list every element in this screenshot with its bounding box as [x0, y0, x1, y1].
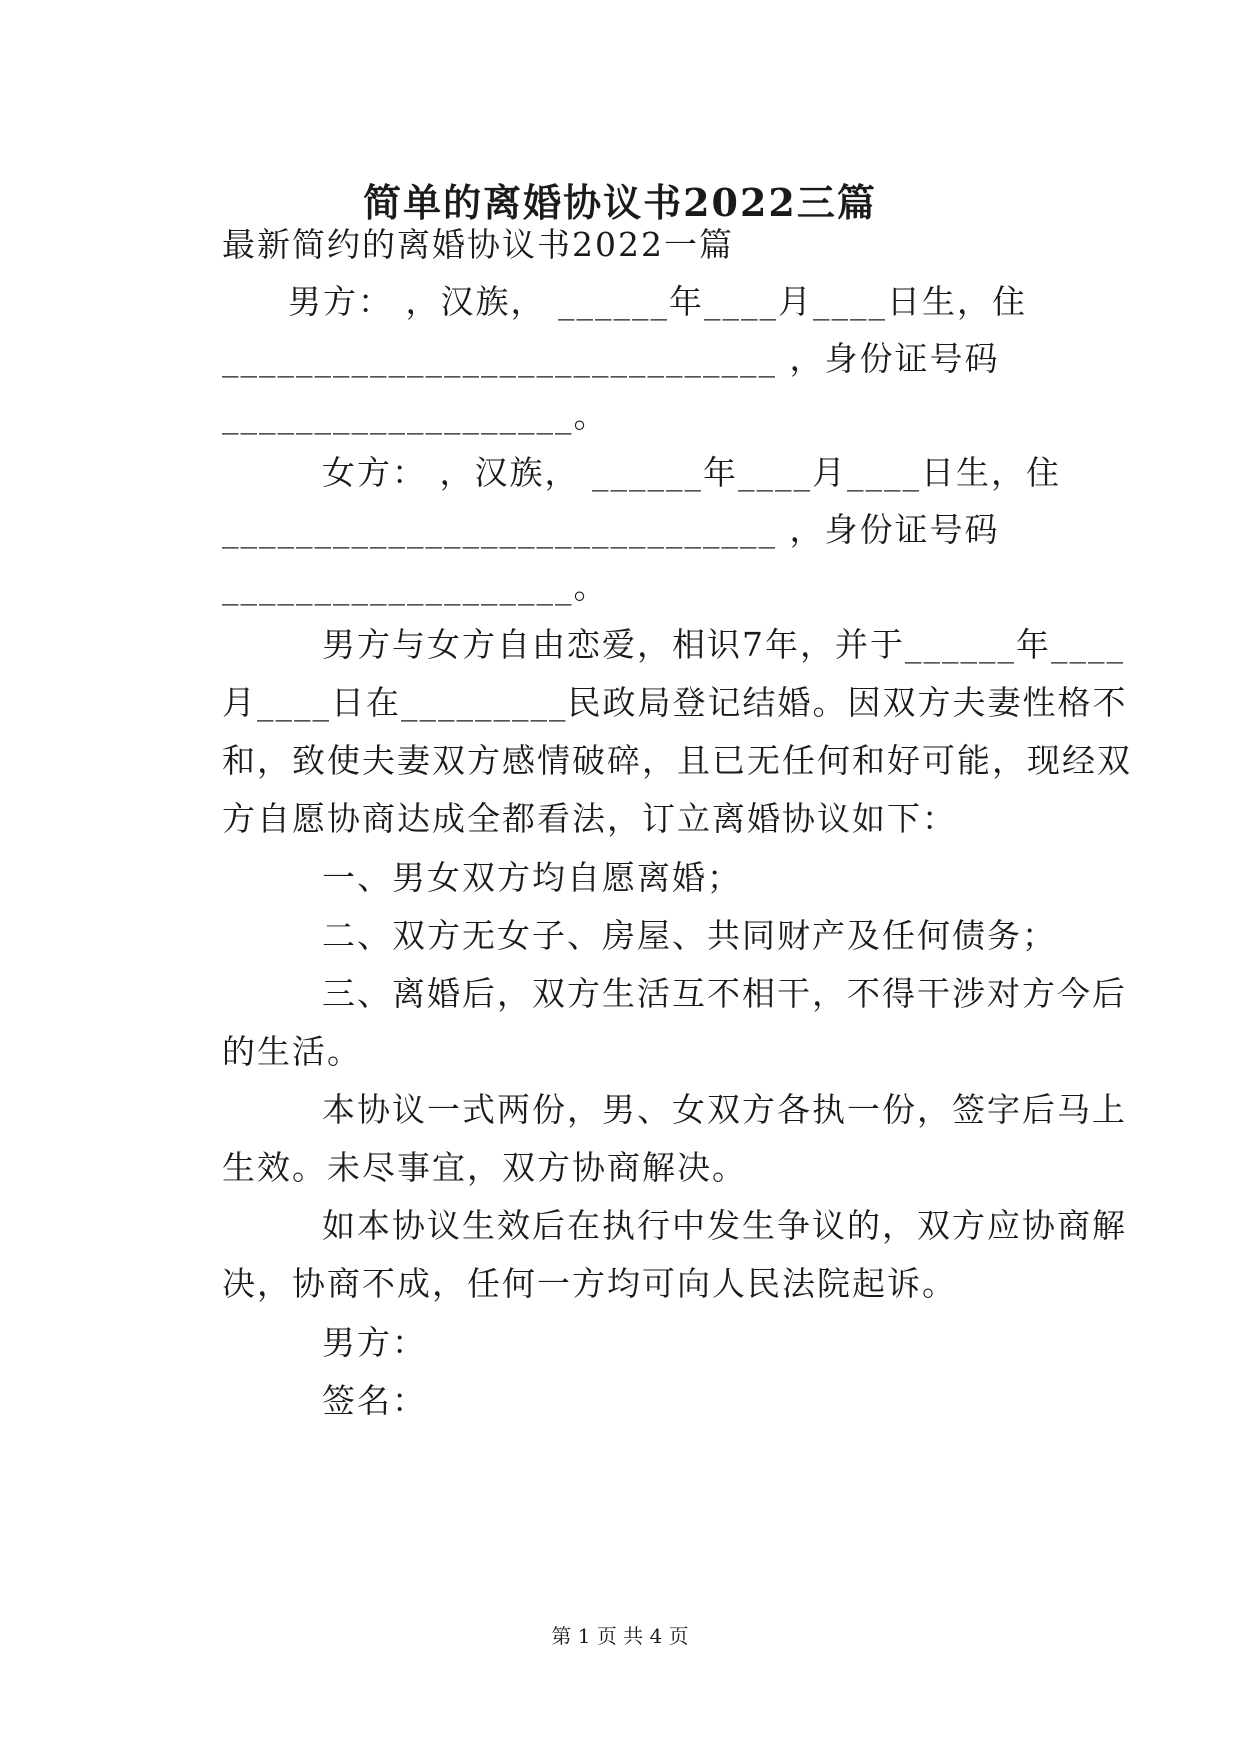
male-signature-label: 男方： — [322, 1323, 427, 1362]
paragraph-line: 方自愿协商达成全都看法，订立离婚协议如下： — [222, 799, 957, 838]
paragraph-line: 生效。未尽事宜，双方协商解决。 — [222, 1148, 747, 1187]
paragraph-line: 本协议一式两份，男、女双方各执一份，签字后马上 — [322, 1090, 1127, 1129]
paragraph-line: 决，协商不成，任何一方均可向人民法院起诉。 — [222, 1264, 957, 1303]
paragraph-line: 如本协议生效后在执行中发生争议的，双方应协商解 — [322, 1206, 1127, 1245]
clause-1: 一、男女双方均自愿离婚； — [322, 858, 742, 897]
clause-3-continuation: 的生活。 — [222, 1032, 362, 1071]
page-footer: 第 1 页 共 4 页 — [551, 1624, 689, 1648]
paragraph-line: 月____日在_________民政局登记结婚。因双方夫妻性格不 — [222, 683, 1128, 722]
male-id-line: ___________________。 — [222, 396, 609, 435]
female-id-line: ___________________。 — [222, 567, 609, 606]
document-title: 简单的离婚协议书2022三篇 — [363, 180, 877, 225]
male-party-line: 男方： ，汉族， ______年____月____日生，住 — [288, 282, 1027, 321]
male-address-line: ______________________________ ，身份证号码 — [222, 339, 1000, 378]
paragraph-line: 男方与女方自由恋爱，相识7年，并于______年____ — [322, 625, 1125, 664]
female-party-line: 女方： ，汉族， ______年____月____日生，住 — [322, 453, 1061, 492]
clause-3: 三、离婚后，双方生活互不相干，不得干涉对方今后 — [322, 974, 1127, 1013]
paragraph-line: 和，致使夫妻双方感情破碎，且已无任何和好可能，现经双 — [222, 741, 1132, 780]
signature-label: 签名： — [322, 1381, 427, 1420]
clause-2: 二、双方无女子、房屋、共同财产及任何债务； — [322, 916, 1057, 955]
document-subtitle: 最新简约的离婚协议书2022一篇 — [222, 225, 734, 264]
female-address-line: ______________________________ ，身份证号码 — [222, 510, 1000, 549]
